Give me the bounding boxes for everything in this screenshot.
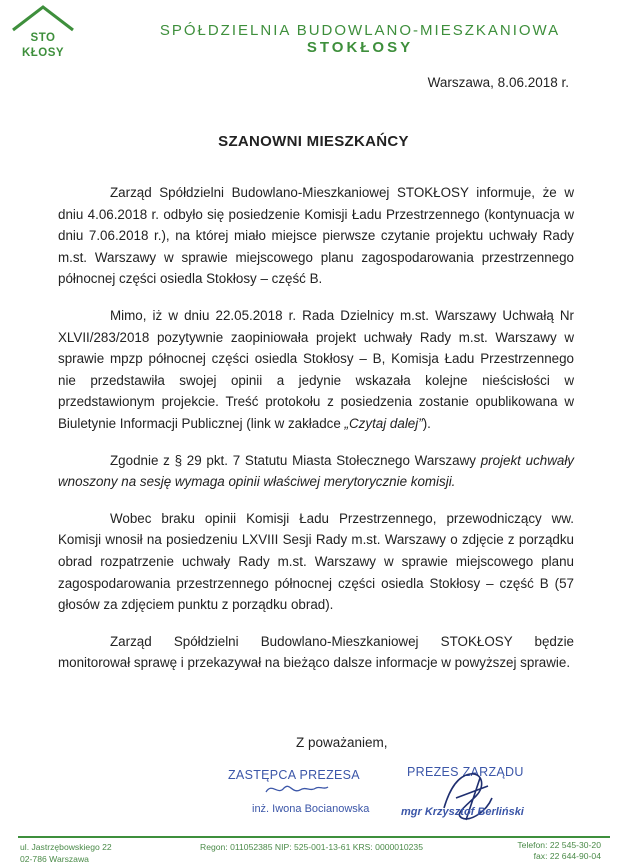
letter-date: Warszawa, 8.06.2018 r.	[427, 75, 569, 90]
paragraph-2	[58, 305, 574, 435]
logo-text-line1: STO	[30, 32, 56, 44]
paragraph-1: Zarząd Spółdzielni Budowlano-Mieszkaniowej STOKŁOSY informuje, że w dniu 4.06.2018 r. odbyło się posiedzenie Komisji Ładu Przestrzennego (kontynuacja w dniu 7.06.2018 r.), na której miało miejsce pierwsze czytanie projektu uchwały Rady m.st. Warszawy w sprawie miejscowego planu zagospodarowania przestrzennego północnej części osiedla Stokłosy – część B.	[58, 185, 574, 287]
paragraph-2-text: Mimo, iż w dniu 22.05.2018 r. Rada Dzielnicy m.st. Warszawy Uchwałą Nr XLVII/283/2018 pozytywnie zaopiniowała projekt uchwały Rady m.st. Warszawy w sprawie mpzp północnej części osiedla Stokłosy – B, Komisja Ładu Przestrzennego nie przedstawiła swojej opinii a jedynie wskazała kolejne nieścisłości w przedstawionym projekcie. Treść protokołu z posiedzenia zostanie opublikowana w Biuletynie Informacji Publicznej (link w zakładce	[58, 307, 574, 431]
paragraph-3	[58, 450, 574, 493]
footer-address-street: ul. Jastrzębowskiego 22	[20, 842, 112, 852]
footer-address-city: 02-786 Warszawa	[20, 854, 89, 864]
paragraph-5: Zarząd Spółdzielni Budowlano-Mieszkaniowej STOKŁOSY będzie monitorował sprawę i przekazywał na bieżąco dalsze informacje w powyższej sprawie.	[58, 633, 574, 671]
letter-title: SZANOWNI MIESZKAŃCY	[218, 133, 409, 150]
organization-short-name: STOKŁOSY	[306, 39, 414, 56]
paragraph-2-end: ).	[422, 415, 431, 431]
left-signature-title: ZASTĘPCA PREZESA	[228, 768, 360, 782]
paragraph-3-text: Zgodnie z § 29 pkt. 7 Statutu Miasta Stołecznego Warszawy	[110, 452, 481, 468]
footer-fax: fax: 22 644-90-04	[533, 851, 601, 861]
cooperative-logo	[10, 4, 76, 64]
logo-text-line2: KŁOSY	[21, 47, 65, 59]
footer-registry-numbers: Regon: 011052385 NIP: 525-001-13-61 KRS: 0000010235	[200, 842, 423, 852]
paragraph-4: Wobec braku opinii Komisji Ładu Przestrzennego, przewodniczący ww. Komisji wnosił na posiedzeniu LXVIII Sesji Rady m.st. Warszawy o zdjęcie z porządku obrad rozpatrzenie uchwały Rady m.st. Warszawy w sprawie miejscowego planu zagospodarowania przestrzennego północnej części osiedla Stokłosy – część B (57 głosów za zdjęciem punktu z porządku obrad).	[58, 510, 574, 613]
roof-icon	[10, 4, 76, 34]
read-more-link: „Czytaj dalej”	[344, 415, 423, 431]
left-signatory-name: inż. Iwona Bocianowska	[252, 803, 370, 815]
footer-telephone: Telefon: 22 545-30-20	[517, 840, 601, 850]
footer-divider	[18, 836, 610, 838]
organization-name: SPÓŁDZIELNIA BUDOWLANO-MIESZKANIOWA	[159, 22, 561, 39]
left-handwritten-signature	[262, 778, 332, 800]
letter-body	[58, 182, 574, 689]
right-signatory-name: mgr Krzysztof Berliński	[401, 806, 524, 818]
closing-salutation: Z poważaniem,	[296, 735, 388, 750]
statute-quote: projekt uchwały wnoszony na sesję wymaga opinii właściwej merytorycznie komisji.	[58, 452, 574, 490]
right-signature-title: PREZES ZARZĄDU	[407, 765, 524, 779]
